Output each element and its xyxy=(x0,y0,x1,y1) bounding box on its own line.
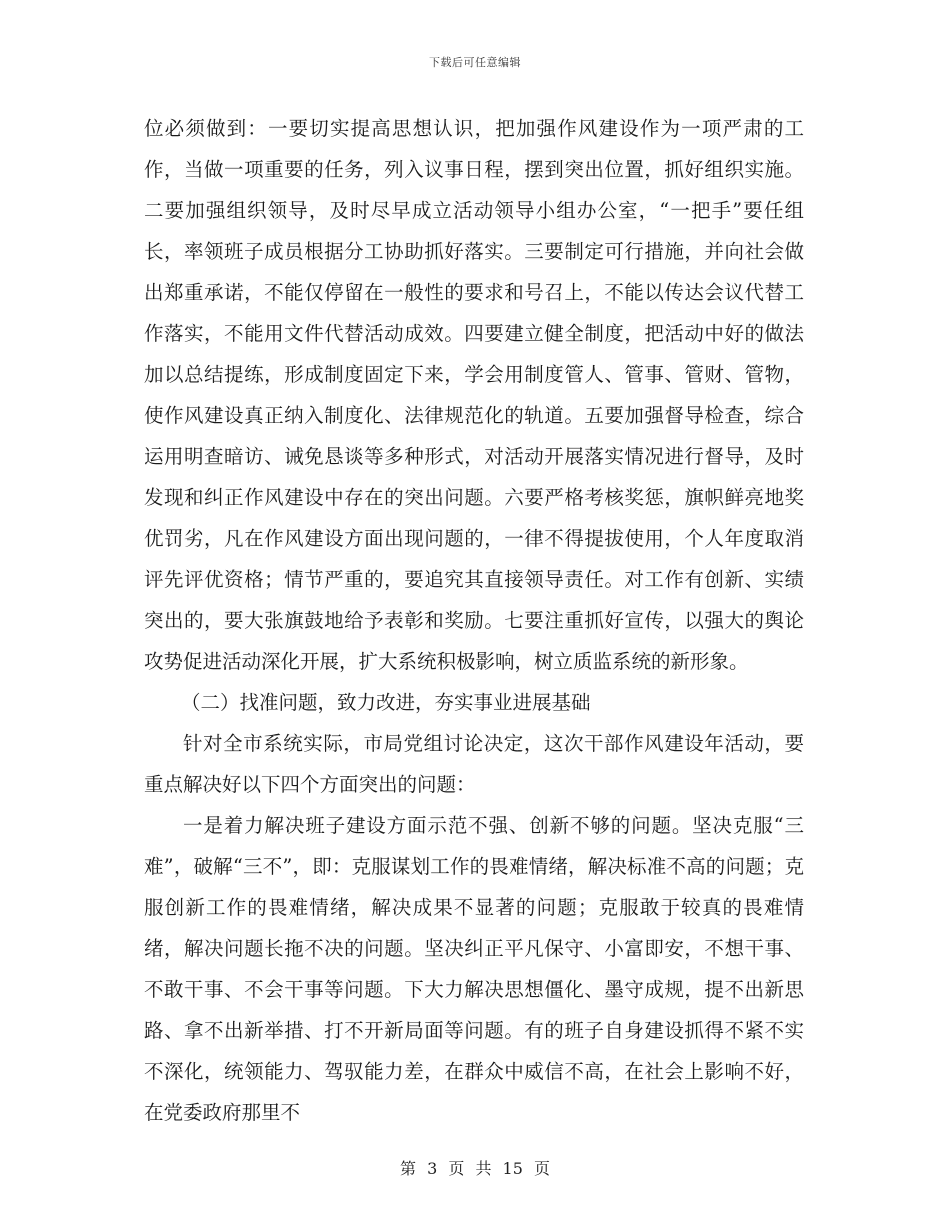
page-header: 下载后可任意编辑 xyxy=(429,56,521,69)
paragraph-intro: 针对全市系统实际，市局党组讨论决定，这次干部作风建设年活动，要重点解决好以下四个方面突出的问题： xyxy=(144,732,804,796)
paragraph-continuation: 位必须做到：一要切实提高思想认识，把加强作风建设作为一项严肃的工作，当做一项重要的任务，列入议事日程，摆到突出位置，抓好组织实施。二要加强组织领导，及时尽早成立活动领导小组办公室，“一把手”要任组长，率领班子成员根据分工协助抓好落实。三要制定可行措施，并向社会做出郑重承诺，不能仅停留在一般性的要求和号召上，不能以传达会议代替工作落实，不能用文件代替活动成效。四要建立健全制度，把活动中好的做法加以总结提练，形成制度固定下来，学会用制度管人、管事、管财、管物，使作风建设真正纳入制度化、法律规范化的轨道。五要加强督导检查，综合运用明查暗访、诫免恳谈等多种形式，对活动开展落实情况进行督导，及时发现和纠正作风建设中存在的突出问题。六要严格考核奖惩，旗帜鲜亮地奖优罚劣，凡在作风建设方面出现问题的，一律不得提拔使用，个人年度取消评先评优资格；情节严重的，要追究其直接领导责任。对工作有创新、实绩突出的，要大张旗鼓地给予表彰和奖励。七要注重抓好宣传，以强大的舆论攻势促进活动深化开展，扩大系统积极影响，树立质监系统的新形象。 xyxy=(144,117,804,673)
paragraph-point-one: 一是着力解决班子建设方面示范不强、创新不够的问题。坚决克服“三难”，破解“三不”，即：克服谋划工作的畏难情绪，解决标准不高的问题；克服创新工作的畏难情绪，解决成果不显著的问题；克服敢于较真的畏难情绪，解决问题长拖不决的问题。坚决纠正平凡保守、小富即安，不想干事、不敢干事、不会干事等问题。下大力解决思想僵化、墨守成规，提不出新思路、拿不出新举措、打不开新局面等问题。有的班子自身建设抓得不紧不实不深化，统领能力、驾驭能力差，在群众中威信不高，在社会上影响不好，在党委政府那里不 xyxy=(144,814,804,1124)
section-heading: （二）找准问题，致力改进，夯实事业进展基础 xyxy=(181,691,591,714)
page-number-footer: 第 3 页 共 15 页 xyxy=(400,1159,550,1178)
document-body xyxy=(144,108,804,1133)
